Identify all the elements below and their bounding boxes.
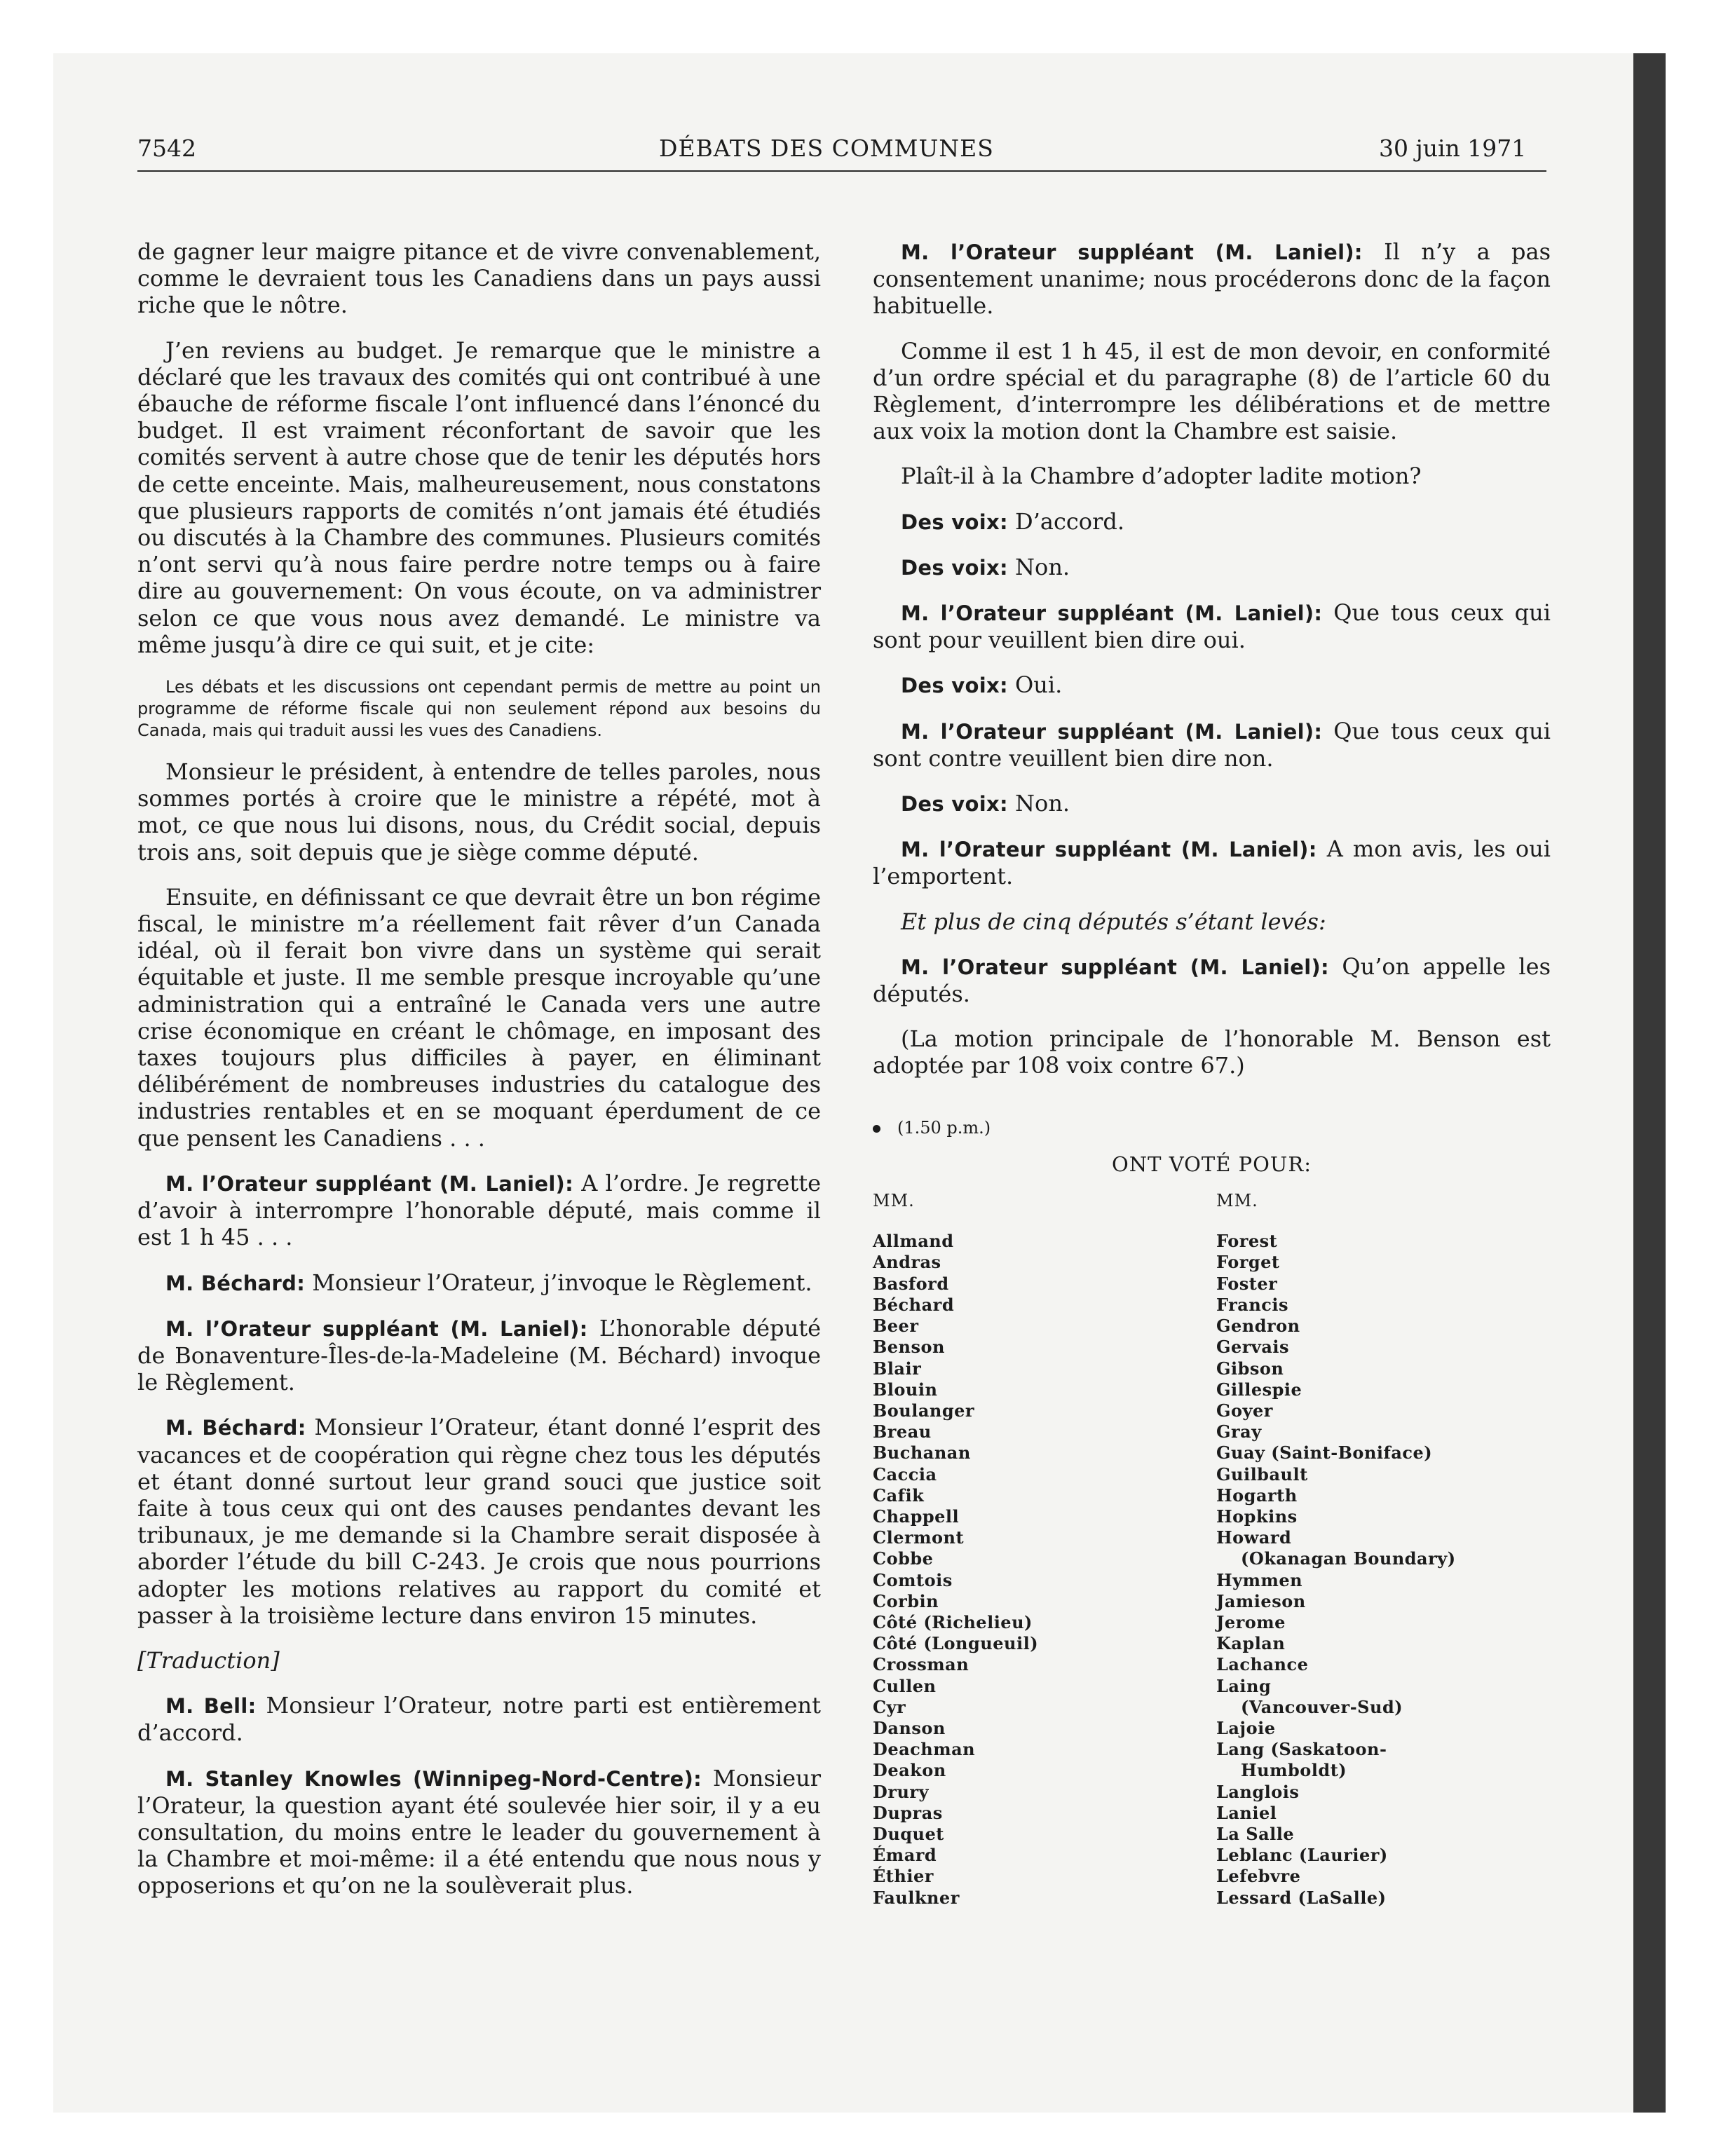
speaker-name: Des voix: [901, 555, 1008, 580]
speech [137, 1765, 821, 1899]
speech-text: Il n’y a pas consentement unanime; nous procéderons donc de la façon habituelle. [873, 238, 1551, 320]
member-name: Foster [1216, 1273, 1278, 1294]
member-name: Basford [873, 1273, 949, 1294]
member-name: Faulkner [873, 1887, 960, 1908]
speech-text: A mon avis, les oui l’emportent. [873, 835, 1551, 890]
speech [873, 554, 1551, 581]
speech [873, 599, 1551, 653]
member-name: Beer [873, 1316, 919, 1337]
member-name: Gervais [1216, 1337, 1290, 1358]
paragraph: J’en reviens au budget. Je remarque que le ministre a déclaré que les travaux des comités qui ont contribué à une ébauche de réforme fiscale l’ont influencé dans l’énoncé du budget. Il est vraiment réconfortant de savoir que les comités servent à autre chose que de tenir les députés hors de cette enceinte. Mais, malheureusement, nous constatons que plusieurs rapports de comités n’ont jamais été étudiés ou discutés à la Chambre des communes. Plusieurs comités n’ont servi qu’à nous faire perdre notre temps ou à faire dire au gouvernement: On vous écoute, on va administrer selon ce que vous nous avez demandé. Le ministre va même jusqu’à dire ce qui suit, et je cite: [137, 336, 822, 658]
vote-names-right-list [1216, 1231, 1456, 1909]
member-name: Francis [1216, 1294, 1289, 1315]
member-name: Boulanger [873, 1400, 975, 1421]
scan-edge-shadow [1633, 53, 1666, 2113]
vote-names-left [873, 1190, 1216, 1909]
member-name: Chappell [873, 1506, 960, 1527]
member-name: Clermont [873, 1527, 965, 1548]
member-name: Jerome [1216, 1611, 1286, 1632]
speaker-name: M. Béchard: [165, 1416, 306, 1440]
page-number: 7542 [137, 135, 196, 162]
member-name: Béchard [873, 1294, 955, 1315]
speech [137, 1414, 821, 1629]
speaker-name: Des voix: [901, 674, 1008, 698]
speech-text: Monsieur l’Orateur, notre parti est entièrement d’accord. [137, 1692, 821, 1747]
speech-text: Non. [1015, 553, 1070, 580]
member-name: Buchanan [873, 1442, 971, 1464]
member-name: Caccia [873, 1464, 937, 1485]
speaker-name: Des voix: [901, 510, 1008, 534]
member-name: (Okanagan Boundary) [1241, 1548, 1456, 1569]
speech-text: Que tous ceux qui sont pour veuillent bien dire oui. [873, 599, 1551, 654]
member-name: Benson [873, 1337, 945, 1358]
member-name: Éthier [873, 1866, 934, 1887]
speech [873, 238, 1551, 320]
mm-label: MM. [873, 1191, 915, 1211]
speech [873, 953, 1551, 1007]
speech [137, 1170, 821, 1251]
speech [137, 1269, 821, 1297]
member-name: Lang (Saskatoon- [1216, 1739, 1387, 1760]
member-name: Côté (Richelieu) [873, 1611, 1033, 1632]
member-name: Hymmen [1216, 1569, 1303, 1590]
speech-text: Oui. [1015, 671, 1063, 699]
speech-text: Qu’on appelle les députés. [873, 953, 1551, 1008]
member-name: Langlois [1216, 1781, 1300, 1802]
member-name: Laing [1216, 1675, 1272, 1696]
member-name: Dupras [873, 1802, 943, 1823]
member-name: Comtois [873, 1569, 953, 1590]
traduction-label: [Traduction] [137, 1646, 280, 1674]
header-rule [137, 170, 1546, 172]
member-name: Humboldt) [1241, 1760, 1347, 1781]
speech [873, 835, 1551, 889]
member-name: Forget [1216, 1252, 1280, 1273]
paragraph: Plaît-il à la Chambre d’adopter ladite motion? [901, 463, 1422, 490]
member-name: Lefebvre [1216, 1866, 1301, 1887]
speech [137, 1315, 821, 1396]
motion-result: (La motion principale de l’honorable M. Benson est adoptée par 108 voix contre 67.) [873, 1025, 1551, 1079]
paragraph: Comme il est 1 h 45, il est de mon devoir, en conformité d’un ordre spécial et du paragraphe (8) de l’article 60 du Règlement, d’interrompre les délibérations et de mettre aux voix la motion dont la Chambre est saisie. [873, 337, 1551, 445]
page-date: 30 juin 1971 [1379, 135, 1527, 162]
vote-list [873, 1190, 1551, 1909]
speaker-name: M. l’Orateur suppléant (M. Laniel): [901, 838, 1317, 862]
right-column [873, 238, 1551, 1909]
member-name: Duquet [873, 1823, 944, 1844]
member-name: Deachman [873, 1739, 976, 1760]
member-name: Gillespie [1216, 1379, 1302, 1400]
speaker-name: M. Bell: [165, 1694, 257, 1719]
member-name: Cafik [873, 1485, 925, 1506]
speech-text: Que tous ceux qui sont contre veuillent bien dire non. [873, 717, 1551, 772]
speaker-name: Des voix: [901, 792, 1008, 817]
speech-text: Monsieur l’Orateur, la question ayant été soulevée hier soir, il y a eu consultation, du moins entre le leader du gouvernement à la Chambre et moi-même: il a été entendu que nous nous y opposerions et qu’on ne la soulèverait plus. [137, 1764, 822, 1899]
member-name: Corbin [873, 1590, 939, 1611]
member-name: Andras [873, 1252, 941, 1273]
journal-title: DÉBATS DES COMMUNES [659, 135, 994, 162]
mm-label: MM. [1216, 1191, 1258, 1211]
left-column [137, 238, 821, 1918]
member-name: Forest [1216, 1231, 1278, 1252]
speech-text: D’accord. [1015, 507, 1125, 535]
paragraph: Monsieur le président, à entendre de telles paroles, nous sommes portés à croire que le ministre a répété, mot à mot, ce que nous lui disons, nous, du Crédit social, depuis trois ans, soit depuis que je siège comme député. [137, 758, 821, 866]
member-name: Laniel [1216, 1802, 1277, 1823]
speaker-name: M. l’Orateur suppléant (M. Laniel): [901, 955, 1329, 979]
member-name: Allmand [873, 1231, 954, 1252]
member-name: Deakon [873, 1760, 946, 1781]
member-name: Jamieson [1216, 1590, 1306, 1611]
member-name: Hogarth [1216, 1485, 1298, 1506]
speech [873, 718, 1551, 772]
member-name: Cullen [873, 1675, 937, 1696]
timestamp [873, 1114, 1551, 1141]
member-name: Blouin [873, 1379, 938, 1400]
vote-names-right [1216, 1190, 1456, 1909]
paragraph: de gagner leur maigre pitance et de vivre convenablement, comme le devraient tous les Canadiens dans un pays aussi riche que le nôtre. [137, 238, 821, 319]
speech-text: Non. [1015, 790, 1070, 817]
member-name: Blair [873, 1358, 922, 1379]
speech [873, 671, 1551, 699]
member-name: Danson [873, 1717, 946, 1738]
speech-text: A l’ordre. Je regrette d’avoir à interrompre l’honorable député, mais comme il est 1 h 45 . . . [137, 1169, 822, 1251]
member-name: Howard [1216, 1527, 1292, 1548]
member-name: Gendron [1216, 1316, 1300, 1337]
speaker-name: M. l’Orateur suppléant (M. Laniel): [901, 601, 1323, 626]
member-name: Breau [873, 1421, 932, 1442]
member-name: Lessard (LaSalle) [1216, 1887, 1387, 1908]
member-name: (Vancouver-Sud) [1241, 1696, 1403, 1717]
member-name: Lajoie [1216, 1717, 1276, 1738]
member-name: Gray [1216, 1421, 1262, 1442]
member-name: Hopkins [1216, 1506, 1298, 1527]
vote-heading: ONT VOTÉ POUR: [1112, 1152, 1312, 1176]
member-name: Lachance [1216, 1654, 1309, 1675]
member-name: Cyr [873, 1696, 906, 1717]
speech [873, 508, 1551, 535]
member-name: Leblanc (Laurier) [1216, 1845, 1388, 1866]
bullet-icon [873, 1125, 880, 1133]
speaker-name: M. l’Orateur suppléant (M. Laniel): [901, 719, 1323, 744]
vote-names-left-list [873, 1231, 1216, 1909]
paragraph: Ensuite, en définissant ce que devrait être un bon régime fiscal, le ministre m’a réellement fait rêver d’un Canada idéal, où il ferait bon vivre dans un système qui serait équitable et juste. Il me semble presque incroyable qu’une administration qui a entraîné le Canada vers une autre crise économique en créant le chômage, en imposant des taxes toujours plus difficiles à payer, en éliminant délibérément de nombreuses industries du catalogue des industries rentables et en se moquant éperdument de ce que pensent les Canadiens . . . [137, 883, 821, 1152]
member-name: Kaplan [1216, 1633, 1286, 1654]
member-name: Guay (Saint-Boniface) [1216, 1442, 1433, 1464]
speech [873, 790, 1551, 817]
speech-text: Monsieur l’Orateur, étant donné l’esprit des vacances et de coopération qui règne chez tous les députés et étant donné surtout leur grand souci que justice soit faite à tous ceux qui ont des causes pendantes devant les tribunaux, je me demande si la Chambre serait disposée à aborder l’étude du bill C-243. Je crois que nous pourrions adopter les motions relatives au rapport du comité et passer à la troisième lecture dans environ 15 minutes. [137, 1414, 821, 1629]
speaker-name: M. l’Orateur suppléant (M. Laniel): [165, 1316, 588, 1341]
member-name: Côté (Longueuil) [873, 1633, 1039, 1654]
speaker-name: M. l’Orateur suppléant (M. Laniel): [901, 240, 1363, 264]
speech-text: Monsieur l’Orateur, j’invoque le Règlement. [312, 1269, 812, 1296]
member-name: Drury [873, 1781, 929, 1802]
member-name: Émard [873, 1845, 937, 1866]
member-name: Guilbault [1216, 1464, 1308, 1485]
speech-text: L’honorable député de Bonaventure-Îles-de-la-Madeleine (M. Béchard) invoque le Règlement. [137, 1314, 821, 1396]
member-name: Goyer [1216, 1400, 1273, 1421]
speech [137, 1692, 821, 1746]
member-name: Gibson [1216, 1358, 1284, 1379]
speaker-name: M. Stanley Knowles (Winnipeg-Nord-Centre): [165, 1766, 702, 1791]
speaker-name: M. l’Orateur suppléant (M. Laniel): [165, 1171, 574, 1196]
timestamp-text: (1.50 p.m.) [897, 1117, 991, 1138]
member-name: Cobbe [873, 1548, 934, 1569]
speaker-name: M. Béchard: [165, 1271, 306, 1295]
member-name: Crossman [873, 1654, 969, 1675]
stage-direction: Et plus de cinq députés s’étant levés: [901, 908, 1326, 935]
member-name: La Salle [1216, 1823, 1295, 1844]
block-quote: Les débats et les discussions ont cependant permis de mettre au point un programme de réforme fiscale qui non seulement répond aux besoins du Canada, mais qui traduit aussi les vues des Canadiens. [137, 677, 821, 741]
